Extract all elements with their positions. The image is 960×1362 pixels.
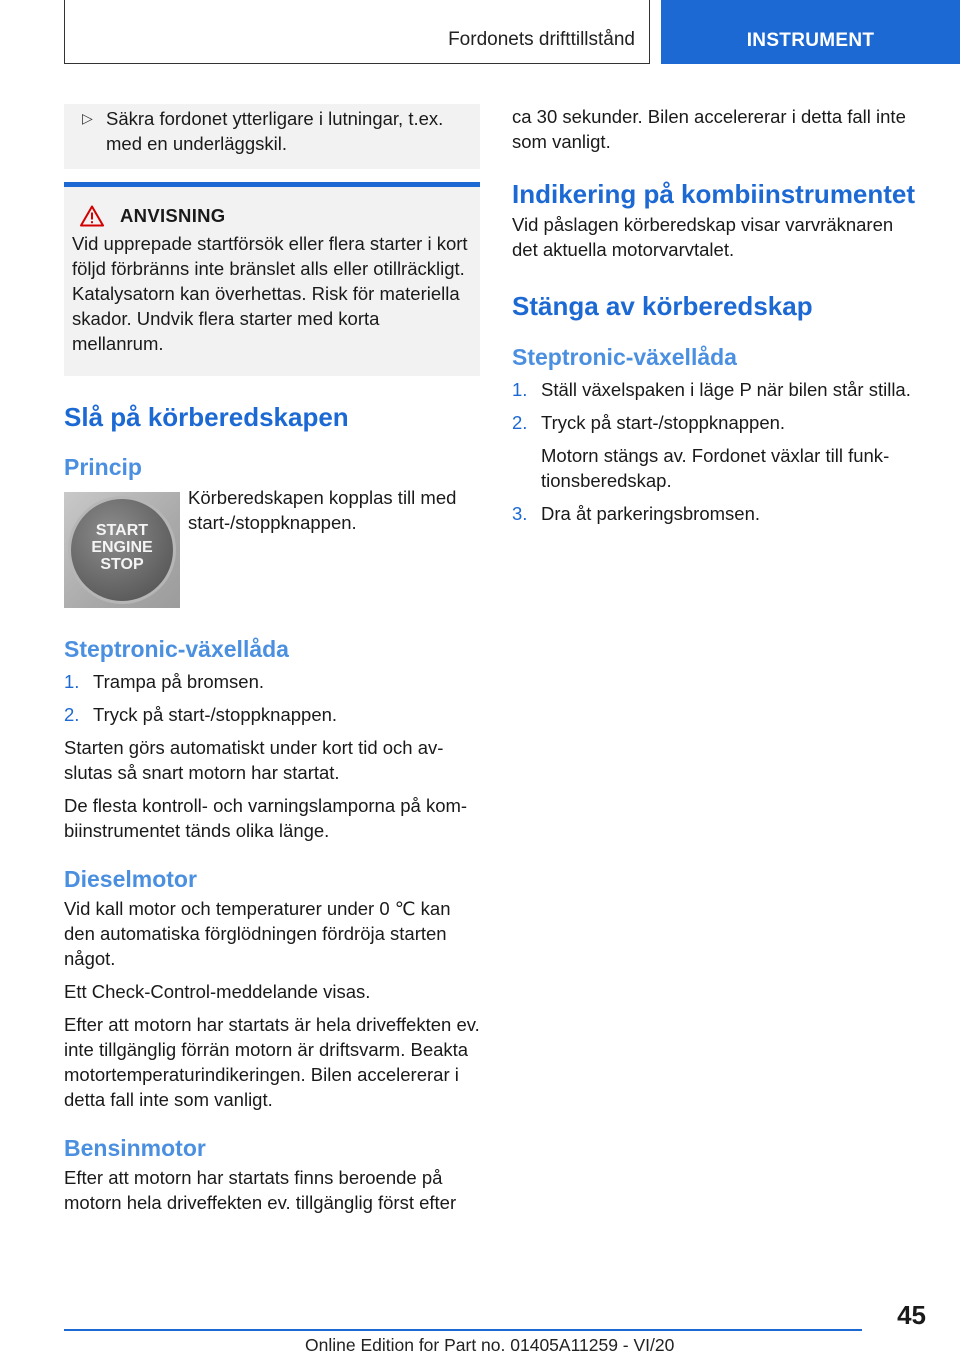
paragraph: Ett Check-Control-meddelande visas.	[64, 981, 371, 1002]
section-heading-start: Slå på körberedskapen	[64, 402, 349, 432]
left-column	[64, 104, 480, 1223]
start-engine-stop-button-image	[64, 492, 180, 608]
button-label-line: START	[95, 522, 149, 539]
triangle-right-icon: ▷	[82, 110, 93, 126]
paragraph: ca 30 sekunder. Bilen accelererar i detta fall inte som vanligt.	[512, 106, 906, 152]
list-item: 1. Ställ växelspaken i läge P när bilen står stilla.	[512, 379, 911, 400]
principle-text: Körberedskapen kopplas till med start-/stoppknappen.	[188, 487, 457, 533]
section-heading-stop: Stänga av körberedskap	[512, 291, 813, 321]
warning-box	[64, 182, 480, 376]
bullet-text: Säkra fordonet ytterligare i lutningar, t.ex. med en underläggskil.	[106, 108, 444, 154]
list-item: 2. Tryck på start-/stoppknappen.	[512, 412, 786, 433]
paragraph: Efter att motorn har startats finns beroende på motorn hela driveffekten ev. tillgänglig först efter	[64, 1167, 457, 1213]
subheading-diesel: Dieselmotor	[64, 866, 197, 892]
subheading-steptronic-right: Steptronic-växellåda	[512, 344, 737, 370]
page-number: 45	[897, 1300, 926, 1330]
paragraph: Efter att motorn har startats är hela driveffekten ev. inte tillgänglig förrän motorn är driftsvarm. Beakta motortemperaturindikeringen. Bilen accelererar i detta fall inte som vanligt.	[64, 1014, 480, 1110]
section-heading-indication: Indikering på kombiinstrumentet	[512, 179, 916, 209]
warning-title: ANVISNING	[120, 205, 226, 226]
button-label-line: ENGINE	[91, 539, 153, 556]
paragraph: De flesta kontroll- och varningslamporna på kombiinstrumentet tänds olika länge.	[64, 795, 468, 841]
bullet-box	[64, 104, 480, 169]
paragraph: Starten görs automatiskt under kort tid och avslutas så snart motorn har startat.	[64, 737, 444, 783]
list-item-note: Motorn stängs av. Fordonet växlar till funktionsberedskap.	[541, 445, 890, 491]
button-label-line: STOP	[100, 556, 144, 573]
footer-rule	[64, 1329, 862, 1331]
header-section-box	[64, 0, 650, 64]
paragraph: Vid kall motor och temperaturer under 0 ℃ kan den automatiska förglödningen fördröja starten något.	[64, 898, 451, 969]
header-section-title: Fordonets drifttillstånd	[448, 29, 635, 50]
list-item: 3. Dra åt parkeringsbromsen.	[512, 503, 761, 524]
warning-triangle-icon	[80, 205, 104, 227]
footer-edition: Online Edition for Part no. 01405A11259 - VI/20	[305, 1335, 675, 1355]
subheading-principle: Princip	[64, 454, 142, 480]
right-column	[512, 104, 924, 534]
header-chapter-label: INSTRUMENT	[746, 30, 875, 51]
list-item: 2. Tryck på start-/stoppknappen.	[64, 704, 338, 725]
warning-text: Vid upprepade startförsök eller flera starter i kort följd förbränns inte bränslet alls eller otillräckligt. Katalysatorn kan överhettas. Risk för materiella skador. Undvik flera starter med korta mellanrum.	[72, 233, 468, 354]
header-chapter-tab[interactable]	[661, 0, 960, 64]
list-item: 1. Trampa på bromsen.	[64, 671, 265, 692]
paragraph: Vid påslagen körberedskap visar varvräknaren det aktuella motorvarvtalet.	[512, 214, 894, 260]
subheading-petrol: Bensinmotor	[64, 1135, 206, 1161]
subheading-steptronic: Steptronic-växellåda	[64, 636, 289, 662]
